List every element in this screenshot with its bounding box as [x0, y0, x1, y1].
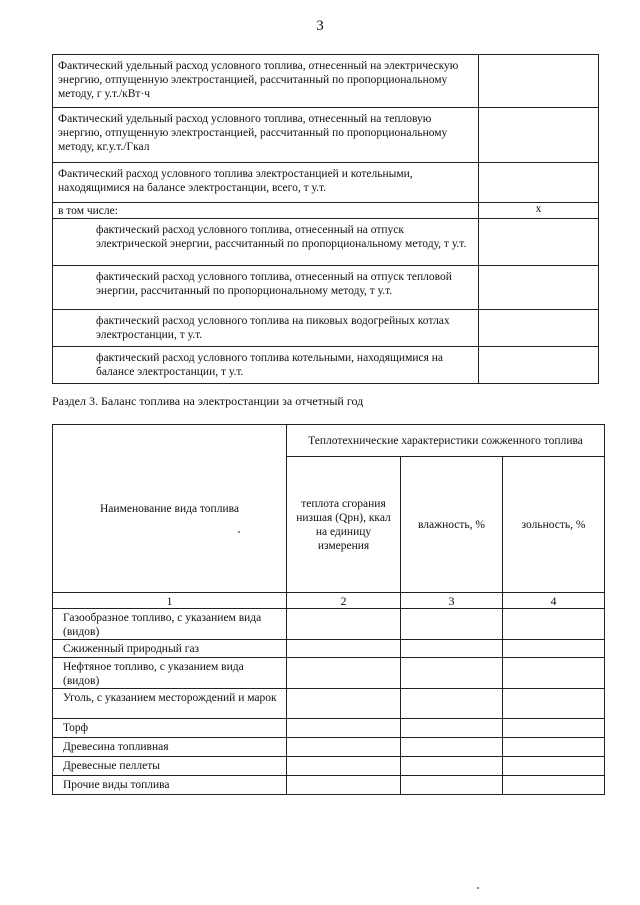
scan-speck — [238, 531, 240, 533]
table-cell — [503, 640, 605, 658]
table-row — [53, 163, 599, 203]
column-number: 4 — [503, 593, 605, 609]
table-cell — [503, 738, 605, 757]
table-cell — [287, 640, 401, 658]
table-cell-label: фактический расход условного топлива на пиковых водогрейных котлах электростанции, т у.т. — [53, 310, 479, 347]
table-row — [53, 689, 605, 719]
table-cell-value — [479, 266, 599, 310]
table-row — [53, 658, 605, 689]
header-ash: зольность, % — [503, 457, 605, 593]
column-number: 1 — [53, 593, 287, 609]
table-cell — [503, 609, 605, 640]
table-cell — [503, 658, 605, 689]
table-row — [53, 757, 605, 776]
fuel-type-label: Нефтяное топливо, с указанием вида (видов) — [53, 658, 287, 689]
table-row — [53, 219, 599, 266]
section-title: Раздел 3. Баланс топлива на электростанции за отчетный год — [52, 394, 364, 408]
table-cell — [401, 640, 503, 658]
table-cell-value — [479, 310, 599, 347]
fuel-type-label: Древесина топливная — [53, 738, 287, 757]
table-cell — [287, 719, 401, 738]
column-number: 3 — [401, 593, 503, 609]
table-cell — [503, 689, 605, 719]
table-row — [53, 108, 599, 163]
fuel-type-label: Древесные пеллеты — [53, 757, 287, 776]
table-cell-label: Фактический удельный расход условного топлива, отнесенный на тепловую энергию, отпущенную электростанцией, рассчитанный по пропорциональному методу, кг.у.т./Гкал — [53, 108, 479, 163]
fuel-type-label: Сжиженный природный газ — [53, 640, 287, 658]
table-cell — [287, 757, 401, 776]
table-cell-label: в том числе: — [53, 203, 479, 219]
table-cell-value — [479, 219, 599, 266]
header-thermal-characteristics: Теплотехнические характеристики сожженного топлива — [287, 425, 605, 457]
table-cell-value — [479, 108, 599, 163]
table-row — [53, 776, 605, 795]
table-row — [53, 640, 605, 658]
fuel-type-label: Прочие виды топлива — [53, 776, 287, 795]
header-fuel-name: Наименование вида топлива — [53, 425, 287, 593]
fuel-type-label: Газообразное топливо, с указанием вида (видов) — [53, 609, 287, 640]
table-cell — [503, 776, 605, 795]
table-cell — [401, 719, 503, 738]
table-cell — [287, 658, 401, 689]
table-cell-label: Фактический удельный расход условного топлива, отнесенный на электрическую энергию, отпущенную электростанцией, рассчитанный по пропорциональному методу, г у.т./кВт·ч — [53, 55, 479, 108]
table-cell — [401, 757, 503, 776]
column-numbers-row — [53, 593, 605, 609]
table-cell-label: фактический расход условного топлива котельными, находящимися на балансе электростанции, т у.т. — [53, 347, 479, 384]
table-cell — [287, 689, 401, 719]
fuel-type-label: Уголь, с указанием месторождений и марок — [53, 689, 287, 719]
table-row — [53, 266, 599, 310]
table-cell — [287, 738, 401, 757]
fuel-type-label: Торф — [53, 719, 287, 738]
header-calorific-value: теплота сгорания низшая (Qрн), ккал на единицу измерения — [287, 457, 401, 593]
table-row — [53, 719, 605, 738]
table-row — [53, 347, 599, 384]
table-cell-value — [479, 163, 599, 203]
table-cell — [401, 738, 503, 757]
table-row — [53, 55, 599, 108]
table-row — [53, 609, 605, 640]
table-cell-label: фактический расход условного топлива, отнесенный на отпуск электрической энергии, рассчитанный по пропорциональному методу, т у.т. — [53, 219, 479, 266]
fuel-consumption-table — [52, 54, 599, 384]
table-cell — [401, 658, 503, 689]
table-cell — [401, 689, 503, 719]
header-moisture: влажность, % — [401, 457, 503, 593]
table-cell — [287, 609, 401, 640]
table-cell — [503, 719, 605, 738]
table-cell-value — [479, 55, 599, 108]
table-cell-label: Фактический расход условного топлива электростанцией и котельными, находящимися на балансе электростанции, всего, т у.т. — [53, 163, 479, 203]
table-cell — [503, 757, 605, 776]
table-cell-value — [479, 347, 599, 384]
fuel-balance-table — [52, 424, 605, 795]
table-row — [53, 310, 599, 347]
page-number: 3 — [316, 18, 324, 34]
table-cell — [401, 609, 503, 640]
scan-speck — [477, 887, 479, 889]
table-cell — [287, 776, 401, 795]
table-cell — [401, 776, 503, 795]
table-cell-value: х — [479, 203, 599, 219]
table-row — [53, 203, 599, 219]
table-row — [53, 738, 605, 757]
table-cell-label: фактический расход условного топлива, отнесенный на отпуск тепловой энергии, рассчитанный по пропорциональному методу, т у.т. — [53, 266, 479, 310]
column-number: 2 — [287, 593, 401, 609]
